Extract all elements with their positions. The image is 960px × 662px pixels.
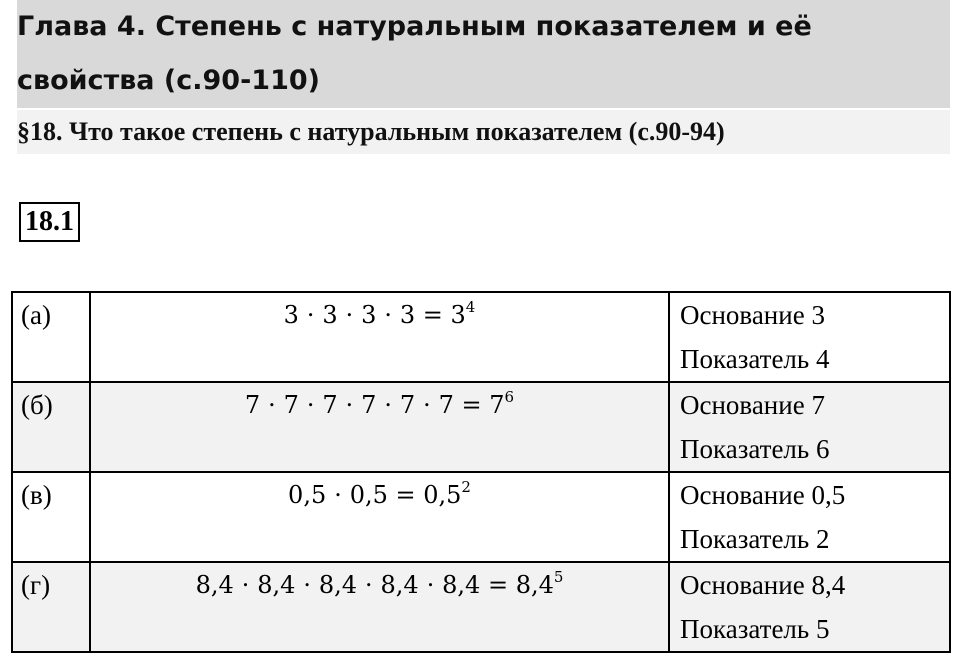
exponent-text: Показатель 5 (680, 614, 830, 644)
base-text: Основание 0,5 (680, 480, 846, 510)
base-exponent-cell (669, 562, 950, 652)
expression-base-product: 0,5 ⋅ 0,5 = 0,5 (288, 481, 462, 509)
row-label: (в) (12, 472, 90, 562)
chapter-heading (17, 0, 950, 108)
base-exponent-cell (669, 292, 950, 382)
base-exponent-cell (669, 382, 950, 472)
expression-base-product: 3 ⋅ 3 ⋅ 3 ⋅ 3 = 3 (283, 301, 466, 329)
power-expression (90, 292, 669, 382)
power-expression (90, 382, 669, 472)
base-exponent-cell (669, 472, 950, 562)
expression-exponent: 6 (504, 388, 515, 406)
table-row (12, 292, 950, 382)
row-label: (б) (12, 382, 90, 472)
exponent-text: Показатель 2 (680, 524, 830, 554)
power-expression (90, 562, 669, 652)
expression-exponent: 4 (465, 298, 476, 316)
expression-base-product: 8,4 ⋅ 8,4 ⋅ 8,4 ⋅ 8,4 ⋅ 8,4 = 8,4 (195, 571, 554, 599)
exponent-text: Показатель 6 (680, 434, 830, 464)
base-text: Основание 8,4 (680, 570, 846, 600)
table-row (12, 382, 950, 472)
row-label: (г) (12, 562, 90, 652)
expression-exponent: 5 (553, 568, 564, 586)
base-text: Основание 7 (680, 390, 825, 420)
chapter-title-line-2: свойства (с.90-110) (17, 54, 950, 108)
expression-exponent: 2 (461, 478, 471, 496)
expression-base-product: 7 ⋅ 7 ⋅ 7 ⋅ 7 ⋅ 7 ⋅ 7 = 7 (244, 391, 505, 419)
answer-table (11, 291, 951, 653)
table-row (12, 562, 950, 652)
table-row (12, 472, 950, 562)
base-text: Основание 3 (680, 300, 825, 330)
power-expression (90, 472, 669, 562)
chapter-title-line-1: Глава 4. Степень с натуральным показателем и её (17, 0, 950, 54)
row-label: (а) (12, 292, 90, 382)
section-title: §18. Что такое степень с натуральным показателем (с.90-94) (17, 110, 950, 154)
task-number: 18.1 (19, 202, 80, 242)
exponent-text: Показатель 4 (680, 344, 830, 374)
